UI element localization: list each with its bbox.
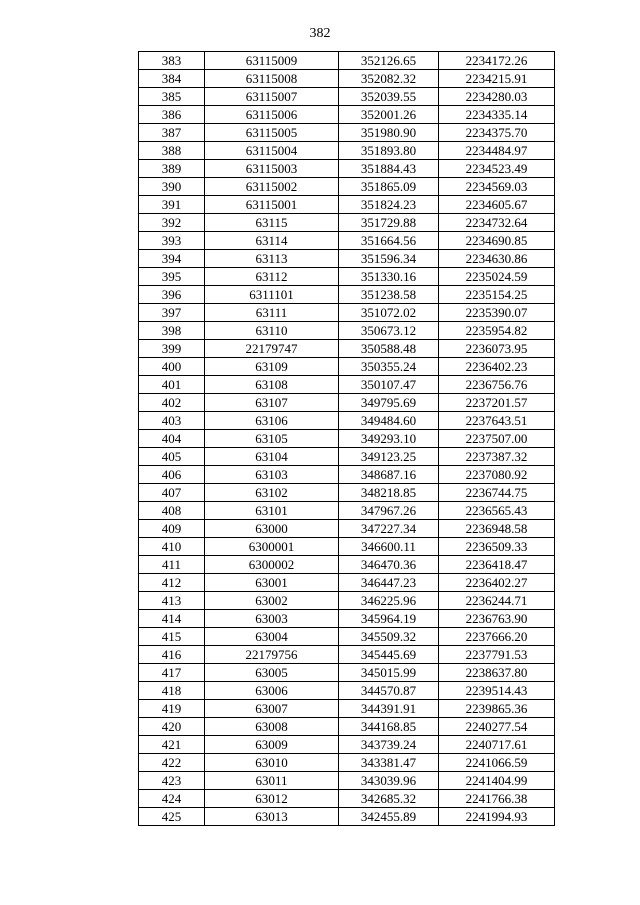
x-coordinate-cell: 350355.24 — [339, 358, 439, 376]
point-id-cell: 63000 — [205, 520, 339, 538]
row-index-cell: 422 — [139, 754, 205, 772]
x-coordinate-cell: 344168.85 — [339, 718, 439, 736]
row-index-cell: 404 — [139, 430, 205, 448]
point-id-cell: 63011 — [205, 772, 339, 790]
x-coordinate-cell: 351596.34 — [339, 250, 439, 268]
row-index-cell: 425 — [139, 808, 205, 826]
point-id-cell: 22179747 — [205, 340, 339, 358]
point-id-cell: 63009 — [205, 736, 339, 754]
x-coordinate-cell: 352126.65 — [339, 52, 439, 70]
point-id-cell: 63001 — [205, 574, 339, 592]
table-row — [139, 682, 555, 700]
point-id-cell: 63115001 — [205, 196, 339, 214]
table-row — [139, 106, 555, 124]
y-coordinate-cell: 2236756.76 — [439, 376, 555, 394]
table-row — [139, 718, 555, 736]
point-id-cell: 63115009 — [205, 52, 339, 70]
x-coordinate-cell: 351865.09 — [339, 178, 439, 196]
table-row — [139, 124, 555, 142]
table-row — [139, 304, 555, 322]
row-index-cell: 408 — [139, 502, 205, 520]
x-coordinate-cell: 351893.80 — [339, 142, 439, 160]
row-index-cell: 385 — [139, 88, 205, 106]
y-coordinate-cell: 2239514.43 — [439, 682, 555, 700]
y-coordinate-cell: 2234732.64 — [439, 214, 555, 232]
y-coordinate-cell: 2237387.32 — [439, 448, 555, 466]
table-row — [139, 772, 555, 790]
x-coordinate-cell: 351072.02 — [339, 304, 439, 322]
y-coordinate-cell: 2236744.75 — [439, 484, 555, 502]
y-coordinate-cell: 2234690.85 — [439, 232, 555, 250]
row-index-cell: 401 — [139, 376, 205, 394]
y-coordinate-cell: 2236509.33 — [439, 538, 555, 556]
row-index-cell: 405 — [139, 448, 205, 466]
x-coordinate-cell: 349795.69 — [339, 394, 439, 412]
row-index-cell: 391 — [139, 196, 205, 214]
x-coordinate-cell: 345445.69 — [339, 646, 439, 664]
row-index-cell: 392 — [139, 214, 205, 232]
x-coordinate-cell: 347227.34 — [339, 520, 439, 538]
y-coordinate-cell: 2237507.00 — [439, 430, 555, 448]
x-coordinate-cell: 348218.85 — [339, 484, 439, 502]
table-row — [139, 268, 555, 286]
point-id-cell: 63005 — [205, 664, 339, 682]
x-coordinate-cell: 350107.47 — [339, 376, 439, 394]
x-coordinate-cell: 345964.19 — [339, 610, 439, 628]
table-row — [139, 358, 555, 376]
point-id-cell: 63109 — [205, 358, 339, 376]
y-coordinate-cell: 2234605.67 — [439, 196, 555, 214]
table-row — [139, 448, 555, 466]
row-index-cell: 420 — [139, 718, 205, 736]
table-row — [139, 574, 555, 592]
x-coordinate-cell: 349123.25 — [339, 448, 439, 466]
row-index-cell: 412 — [139, 574, 205, 592]
row-index-cell: 417 — [139, 664, 205, 682]
table-row — [139, 646, 555, 664]
x-coordinate-cell: 346600.11 — [339, 538, 439, 556]
y-coordinate-cell: 2237643.51 — [439, 412, 555, 430]
y-coordinate-cell: 2234335.14 — [439, 106, 555, 124]
table-row — [139, 466, 555, 484]
point-id-cell: 63013 — [205, 808, 339, 826]
y-coordinate-cell: 2239865.36 — [439, 700, 555, 718]
y-coordinate-cell: 2236073.95 — [439, 340, 555, 358]
point-id-cell: 63115003 — [205, 160, 339, 178]
point-id-cell: 63115008 — [205, 70, 339, 88]
x-coordinate-cell: 351884.43 — [339, 160, 439, 178]
point-id-cell: 63115005 — [205, 124, 339, 142]
row-index-cell: 387 — [139, 124, 205, 142]
y-coordinate-cell: 2234484.97 — [439, 142, 555, 160]
row-index-cell: 386 — [139, 106, 205, 124]
row-index-cell: 411 — [139, 556, 205, 574]
table-row — [139, 70, 555, 88]
x-coordinate-cell: 346447.23 — [339, 574, 439, 592]
row-index-cell: 395 — [139, 268, 205, 286]
point-id-cell: 63007 — [205, 700, 339, 718]
point-id-cell: 22179756 — [205, 646, 339, 664]
row-index-cell: 394 — [139, 250, 205, 268]
x-coordinate-cell: 345015.99 — [339, 664, 439, 682]
row-index-cell: 424 — [139, 790, 205, 808]
row-index-cell: 416 — [139, 646, 205, 664]
point-id-cell: 63115007 — [205, 88, 339, 106]
y-coordinate-cell: 2237666.20 — [439, 628, 555, 646]
y-coordinate-cell: 2236402.27 — [439, 574, 555, 592]
point-id-cell: 63101 — [205, 502, 339, 520]
x-coordinate-cell: 344391.91 — [339, 700, 439, 718]
table-row — [139, 790, 555, 808]
table-row — [139, 754, 555, 772]
table-row — [139, 340, 555, 358]
y-coordinate-cell: 2234280.03 — [439, 88, 555, 106]
x-coordinate-cell: 346225.96 — [339, 592, 439, 610]
point-id-cell: 63008 — [205, 718, 339, 736]
point-id-cell: 63115004 — [205, 142, 339, 160]
row-index-cell: 415 — [139, 628, 205, 646]
table-row — [139, 394, 555, 412]
row-index-cell: 383 — [139, 52, 205, 70]
row-index-cell: 396 — [139, 286, 205, 304]
y-coordinate-cell: 2235954.82 — [439, 322, 555, 340]
point-id-cell: 63010 — [205, 754, 339, 772]
row-index-cell: 403 — [139, 412, 205, 430]
y-coordinate-cell: 2237080.92 — [439, 466, 555, 484]
row-index-cell: 402 — [139, 394, 205, 412]
table-row — [139, 484, 555, 502]
page-number: 382 — [309, 26, 331, 41]
x-coordinate-cell: 344570.87 — [339, 682, 439, 700]
row-index-cell: 410 — [139, 538, 205, 556]
table-row — [139, 736, 555, 754]
point-id-cell: 63111 — [205, 304, 339, 322]
row-index-cell: 418 — [139, 682, 205, 700]
table-row — [139, 610, 555, 628]
y-coordinate-cell: 2234172.26 — [439, 52, 555, 70]
x-coordinate-cell: 352082.32 — [339, 70, 439, 88]
coordinates-table — [138, 51, 555, 826]
y-coordinate-cell: 2234523.49 — [439, 160, 555, 178]
row-index-cell: 409 — [139, 520, 205, 538]
row-index-cell: 397 — [139, 304, 205, 322]
table-row — [139, 52, 555, 70]
row-index-cell: 423 — [139, 772, 205, 790]
y-coordinate-cell: 2236418.47 — [439, 556, 555, 574]
y-coordinate-cell: 2236763.90 — [439, 610, 555, 628]
table-row — [139, 430, 555, 448]
point-id-cell: 63110 — [205, 322, 339, 340]
table-row — [139, 178, 555, 196]
point-id-cell: 63106 — [205, 412, 339, 430]
row-index-cell: 407 — [139, 484, 205, 502]
point-id-cell: 63003 — [205, 610, 339, 628]
row-index-cell: 399 — [139, 340, 205, 358]
table-row — [139, 250, 555, 268]
table-row — [139, 700, 555, 718]
table-row — [139, 142, 555, 160]
table-row — [139, 556, 555, 574]
table-row — [139, 376, 555, 394]
table-row — [139, 628, 555, 646]
x-coordinate-cell: 348687.16 — [339, 466, 439, 484]
row-index-cell: 400 — [139, 358, 205, 376]
point-id-cell: 63115 — [205, 214, 339, 232]
y-coordinate-cell: 2241994.93 — [439, 808, 555, 826]
table-row — [139, 286, 555, 304]
y-coordinate-cell: 2234375.70 — [439, 124, 555, 142]
y-coordinate-cell: 2236948.58 — [439, 520, 555, 538]
point-id-cell: 63114 — [205, 232, 339, 250]
x-coordinate-cell: 352001.26 — [339, 106, 439, 124]
x-coordinate-cell: 351664.56 — [339, 232, 439, 250]
point-id-cell: 63102 — [205, 484, 339, 502]
x-coordinate-cell: 343381.47 — [339, 754, 439, 772]
y-coordinate-cell: 2235390.07 — [439, 304, 555, 322]
x-coordinate-cell: 342685.32 — [339, 790, 439, 808]
table-row — [139, 196, 555, 214]
x-coordinate-cell: 351980.90 — [339, 124, 439, 142]
y-coordinate-cell: 2240717.61 — [439, 736, 555, 754]
x-coordinate-cell: 343739.24 — [339, 736, 439, 754]
row-index-cell: 390 — [139, 178, 205, 196]
table-row — [139, 160, 555, 178]
point-id-cell: 63113 — [205, 250, 339, 268]
table-row — [139, 664, 555, 682]
point-id-cell: 63108 — [205, 376, 339, 394]
point-id-cell: 63006 — [205, 682, 339, 700]
table-row — [139, 502, 555, 520]
point-id-cell: 63012 — [205, 790, 339, 808]
row-index-cell: 398 — [139, 322, 205, 340]
table-row — [139, 88, 555, 106]
y-coordinate-cell: 2241766.38 — [439, 790, 555, 808]
x-coordinate-cell: 347967.26 — [339, 502, 439, 520]
y-coordinate-cell: 2234630.86 — [439, 250, 555, 268]
x-coordinate-cell: 350588.48 — [339, 340, 439, 358]
table-row — [139, 214, 555, 232]
row-index-cell: 388 — [139, 142, 205, 160]
point-id-cell: 63103 — [205, 466, 339, 484]
x-coordinate-cell: 351330.16 — [339, 268, 439, 286]
point-id-cell: 63004 — [205, 628, 339, 646]
y-coordinate-cell: 2238637.80 — [439, 664, 555, 682]
y-coordinate-cell: 2236565.43 — [439, 502, 555, 520]
point-id-cell: 63107 — [205, 394, 339, 412]
table-row — [139, 412, 555, 430]
table-row — [139, 538, 555, 556]
point-id-cell: 6300001 — [205, 538, 339, 556]
y-coordinate-cell: 2241404.99 — [439, 772, 555, 790]
x-coordinate-cell: 351824.23 — [339, 196, 439, 214]
x-coordinate-cell: 349293.10 — [339, 430, 439, 448]
x-coordinate-cell: 345509.32 — [339, 628, 439, 646]
y-coordinate-cell: 2236402.23 — [439, 358, 555, 376]
y-coordinate-cell: 2234215.91 — [439, 70, 555, 88]
y-coordinate-cell: 2234569.03 — [439, 178, 555, 196]
row-index-cell: 414 — [139, 610, 205, 628]
row-index-cell: 413 — [139, 592, 205, 610]
point-id-cell: 6311101 — [205, 286, 339, 304]
row-index-cell: 389 — [139, 160, 205, 178]
row-index-cell: 393 — [139, 232, 205, 250]
x-coordinate-cell: 346470.36 — [339, 556, 439, 574]
table-row — [139, 232, 555, 250]
x-coordinate-cell: 350673.12 — [339, 322, 439, 340]
point-id-cell: 6300002 — [205, 556, 339, 574]
x-coordinate-cell: 351729.88 — [339, 214, 439, 232]
x-coordinate-cell: 352039.55 — [339, 88, 439, 106]
y-coordinate-cell: 2236244.71 — [439, 592, 555, 610]
point-id-cell: 63115006 — [205, 106, 339, 124]
table-row — [139, 808, 555, 826]
point-id-cell: 63002 — [205, 592, 339, 610]
coordinates-table-body — [139, 52, 555, 826]
point-id-cell: 63104 — [205, 448, 339, 466]
x-coordinate-cell: 349484.60 — [339, 412, 439, 430]
y-coordinate-cell: 2237201.57 — [439, 394, 555, 412]
row-index-cell: 421 — [139, 736, 205, 754]
y-coordinate-cell: 2235024.59 — [439, 268, 555, 286]
table-row — [139, 322, 555, 340]
y-coordinate-cell: 2237791.53 — [439, 646, 555, 664]
x-coordinate-cell: 342455.89 — [339, 808, 439, 826]
x-coordinate-cell: 343039.96 — [339, 772, 439, 790]
y-coordinate-cell: 2235154.25 — [439, 286, 555, 304]
x-coordinate-cell: 351238.58 — [339, 286, 439, 304]
table-row — [139, 520, 555, 538]
point-id-cell: 63115002 — [205, 178, 339, 196]
point-id-cell: 63105 — [205, 430, 339, 448]
y-coordinate-cell: 2241066.59 — [439, 754, 555, 772]
row-index-cell: 406 — [139, 466, 205, 484]
y-coordinate-cell: 2240277.54 — [439, 718, 555, 736]
point-id-cell: 63112 — [205, 268, 339, 286]
table-row — [139, 592, 555, 610]
row-index-cell: 419 — [139, 700, 205, 718]
row-index-cell: 384 — [139, 70, 205, 88]
